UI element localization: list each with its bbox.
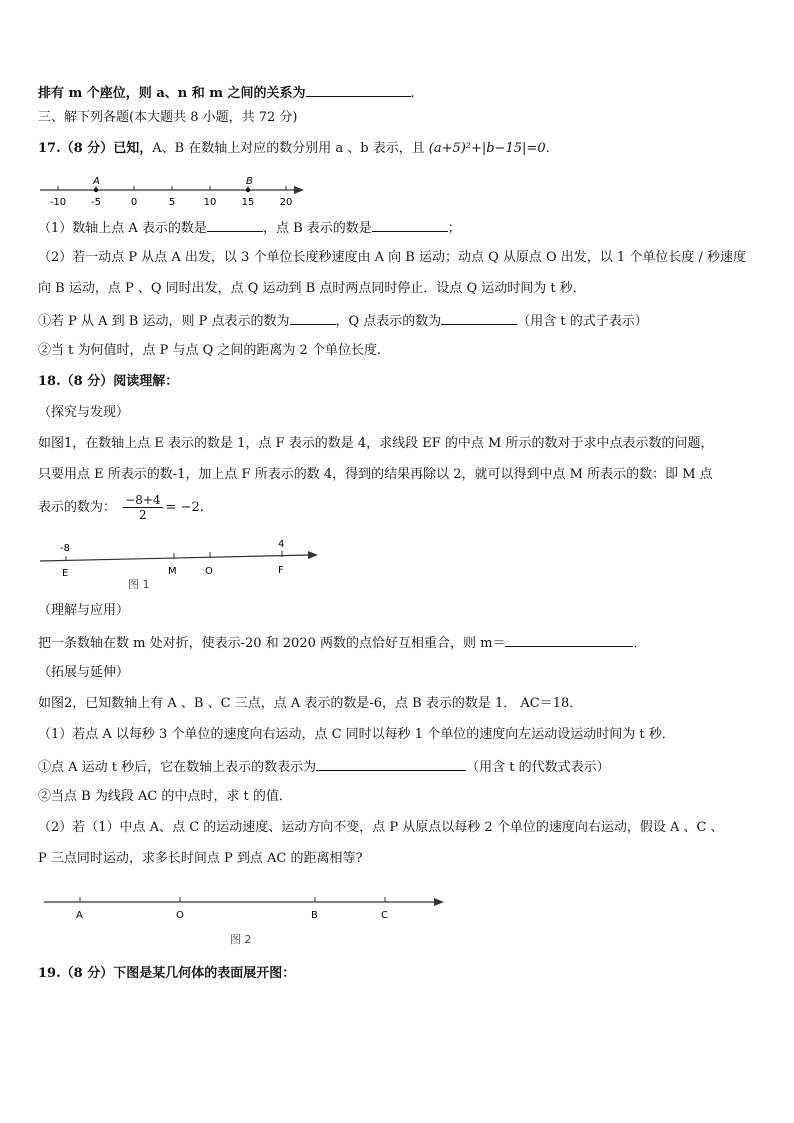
axis-tick-label: 5 xyxy=(168,197,176,208)
fraction xyxy=(123,493,162,522)
label-e: E xyxy=(62,568,69,579)
point-b-dot xyxy=(246,188,250,192)
q18-extend-line3 xyxy=(38,758,610,776)
q18-apply-title: （理解与应用） xyxy=(38,603,130,618)
text: （用含 t 的式子表示） xyxy=(517,314,648,329)
text: = −2． xyxy=(165,500,213,515)
q18-extend-line6: P 三点同时运动，求多长时间点 P 到点 AC 的距离相等? xyxy=(38,851,363,866)
point-a-label: A xyxy=(93,176,100,187)
q18-apply-line xyxy=(38,634,646,652)
answer-blank[interactable] xyxy=(316,758,466,771)
text: ，Q 点表示的数为 xyxy=(335,314,442,329)
label-o: O xyxy=(176,910,184,921)
axis-tick-label: -5 xyxy=(91,197,101,208)
fraction-numerator: −8+4 xyxy=(125,493,161,507)
label-a: A xyxy=(76,910,83,921)
text: （用含 t 的代数式表示） xyxy=(466,760,610,775)
q18-extend-line1: 如图2，已知数轴上有 A 、B 、C 三点，点 A 表示的数是-6，点 B 表示的数是 1． AC＝18． xyxy=(38,696,583,711)
fraction-denominator: 2 xyxy=(139,508,147,522)
text: . xyxy=(410,86,415,101)
q18-explore-line3 xyxy=(38,493,213,523)
figure-2-caption: 图 2 xyxy=(230,933,252,946)
label-minus-8: -8 xyxy=(60,543,70,554)
q17-part1 xyxy=(38,219,461,237)
answer-blank[interactable] xyxy=(290,312,336,325)
q18-extend-title: （拓展与延伸） xyxy=(38,665,130,680)
label-f: F xyxy=(278,565,284,576)
q18-explore-line2: 只要用点 E 所表示的数-1，加上点 F 所表示的数 4，得到的结果再除以 2，就可以得到中点 M 所表示的数：即 M 点 xyxy=(38,467,713,482)
text: ①点 A 运动 t 秒后，它在数轴上表示的数表示为 xyxy=(38,760,317,775)
q17-part2-line2: 向 B 运动，点 P 、Q 同时出发，点 Q 运动到 B 点时两点同时停止．设点 Q 运动时间为 t 秒． xyxy=(38,281,586,296)
q17-heading xyxy=(38,141,550,157)
q17-part2-line1: （2）若一动点 P 从点 A 出发，以 3 个单位长度秒速度由 A 向 B 运动；动点 Q 从原点 O 出发，以 1 个单位长度 / 秒速度 xyxy=(38,250,746,265)
section-heading: 三、解下列各题(本大题共 8 小题，共 72 分) xyxy=(38,110,298,125)
q17-number: 17.（8 分）已知， xyxy=(38,141,153,156)
label-4: 4 xyxy=(278,539,285,550)
axis-tick-label: 10 xyxy=(203,197,217,208)
q18-explore-title: （探究与发现） xyxy=(38,405,130,420)
label-c: C xyxy=(381,910,388,921)
label-m: M xyxy=(168,566,177,577)
fill-line-top xyxy=(38,84,415,102)
figure-1-caption: 图 1 xyxy=(128,578,150,591)
answer-blank[interactable] xyxy=(372,219,448,232)
answer-blank[interactable] xyxy=(306,84,411,97)
q19-heading: 19.（8 分）下图是某几何体的表面展开图： xyxy=(38,966,296,981)
axis-tick-label: 15 xyxy=(241,197,255,208)
point-a-dot xyxy=(94,188,98,192)
figure-1-number-line xyxy=(36,536,336,596)
q17-equation: (a+5)²+|b−15|=0 xyxy=(428,141,546,156)
text: 排有 m 个座位，则 a、n 和 m 之间的关系为 xyxy=(38,86,306,101)
q18-explore-line1: 如图1，在数轴上点 E 表示的数是 1，点 F 表示的数是 4，求线段 EF 的中点 M 所示的数对于求中点表示数的问题， xyxy=(38,436,714,451)
point-b-label: B xyxy=(246,176,253,187)
q18-extend-line5: （2）若（1）中点 A、点 C 的运动速度、运动方向不变，点 P 从原点以每秒 2 个单位的速度向右运动，假设 A 、C 、 xyxy=(38,820,724,835)
q17-number-line xyxy=(36,170,316,210)
q18-extend-line4: ②当点 B 为线段 AC 的中点时，求 t 的值． xyxy=(38,789,292,804)
text: ； xyxy=(447,221,461,236)
text: （1）数轴上点 A 表示的数是 xyxy=(38,221,207,236)
text: ，点 B 表示的数是 xyxy=(262,221,372,236)
axis-tick-label: 20 xyxy=(279,197,293,208)
answer-blank[interactable] xyxy=(207,219,263,232)
text: ①若 P 从 A 到 B 运动，则 P 点表示的数为 xyxy=(38,314,290,329)
q18-extend-line2: （1）若点 A 以每秒 3 个单位的速度向右运动，点 C 同时以每秒 1 个单位的速度向左运动设运动时间为 t 秒． xyxy=(38,727,675,742)
q17-text: A、B 在数轴上对应的数分别用 a 、b 表示，且 xyxy=(152,141,425,156)
text: . xyxy=(545,141,550,156)
text: ． xyxy=(633,636,647,651)
q18-heading: 18.（8 分）阅读理解： xyxy=(38,374,179,389)
axis-tick-label: -10 xyxy=(49,197,67,208)
figure-2-number-line xyxy=(40,888,460,950)
label-o: O xyxy=(205,566,213,577)
axis-tick-label: 0 xyxy=(130,197,138,208)
q17-case2: ②当 t 为何值时，点 P 与点 Q 之间的距离为 2 个单位长度． xyxy=(38,343,390,358)
answer-blank[interactable] xyxy=(505,634,633,647)
label-b: B xyxy=(311,910,318,921)
text: 把一条数轴在数 m 处对折，使表示-20 和 2020 两数的点恰好互相重合，则 m＝ xyxy=(38,636,506,651)
q17-case1 xyxy=(38,312,648,330)
answer-blank[interactable] xyxy=(441,312,517,325)
text: 表示的数为： xyxy=(38,500,117,515)
